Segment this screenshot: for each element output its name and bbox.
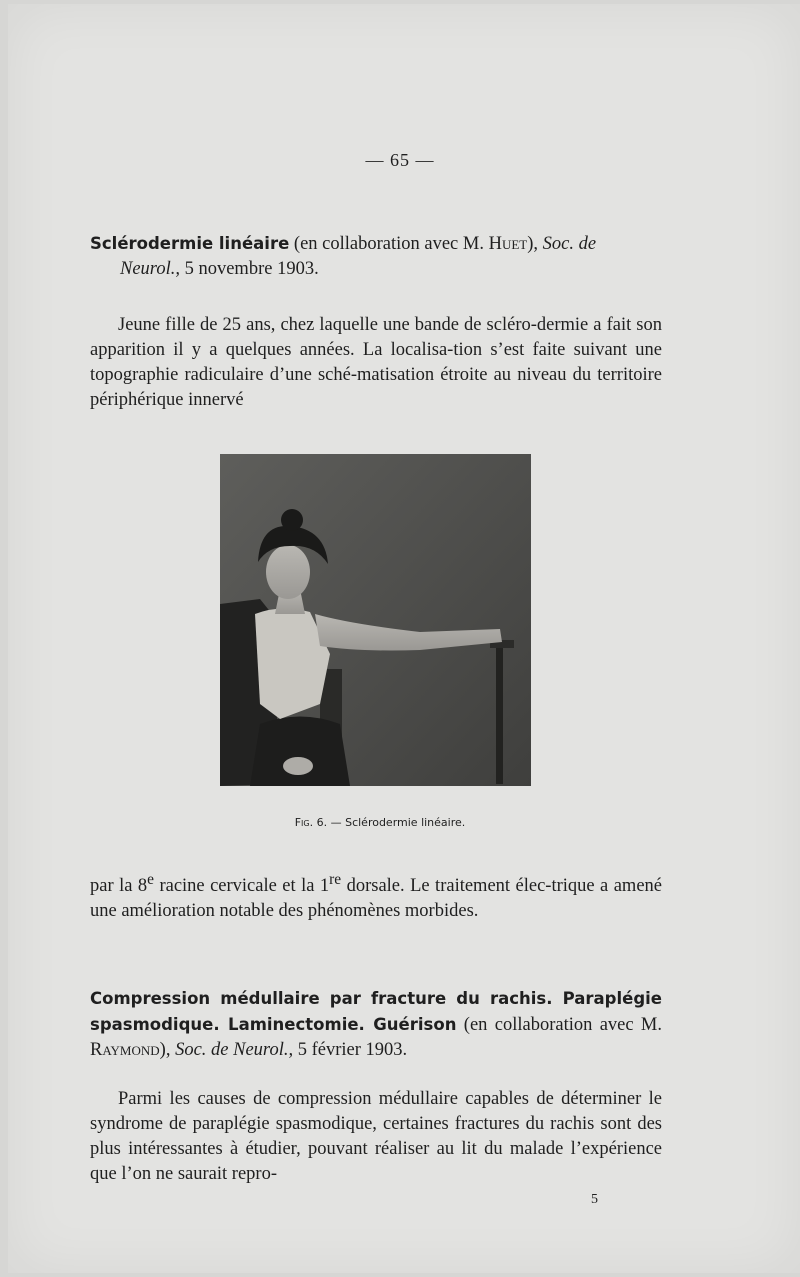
entry-date: 5 novembre 1903.: [179, 259, 319, 279]
entry2-journal: Soc. de Neurol.,: [175, 1040, 294, 1060]
para2-sup1: e: [147, 871, 154, 888]
para2-part3: dorsale. Le traitement élec-trique a amené une amélioration notable des phénomènes morbides.: [90, 876, 662, 922]
entry2-after-author: ),: [159, 1040, 176, 1060]
paragraph-3-text: Parmi les causes de compression médullaire capables de déterminer le syndrome de paraplégie spasmodique, certaines fractures du rachis sont des plus intéressantes à étudier, pouvant réaliser au lit du malade l’expérience que l’on ne saurait repro-: [90, 1089, 662, 1184]
paragraph-1-text: Jeune fille de 25 ans, chez laquelle une bande de scléro-dermie a fait son apparition il y a quelques années. La localisa-tion s’est faite suivant une topographie radiculaire d’une sché-matisation étroite au niveau du territoire périphérique innervé: [90, 315, 662, 410]
entry-title: Sclérodermie linéaire: [90, 234, 290, 253]
figure-caption-text: — Sclérodermie linéaire.: [327, 816, 466, 829]
signature-mark: 5: [591, 1192, 598, 1207]
entry2-collab: (en collaboration avec M.: [456, 1015, 663, 1035]
para2-part2: racine cervicale et la 1: [153, 876, 330, 897]
entry-heading-compression: [90, 986, 662, 1063]
entry2-author: Raymond: [90, 1040, 160, 1060]
page-number: — 65 —: [365, 150, 435, 170]
entry2-date: 5 février 1903.: [293, 1040, 408, 1060]
paragraph-3: [90, 1087, 662, 1187]
entry-collab: (en collaboration avec M.: [289, 234, 489, 254]
photograph-image: [220, 454, 531, 786]
paragraph-1: [90, 313, 662, 413]
para2-part1: par la 8: [90, 876, 148, 897]
entry-journal-cont: Neurol.,: [120, 259, 180, 279]
figure-caption: [0, 816, 760, 829]
entry-author: Huet: [488, 234, 528, 254]
figure-label: Fig. 6.: [294, 816, 328, 829]
entry-heading-sclerodermie: [90, 231, 662, 282]
photograph-figure: [220, 454, 531, 786]
entry-journal: Soc. de: [542, 234, 597, 254]
paragraph-2-text: [90, 867, 662, 924]
entry2-title: Compression médullaire par fracture du rachis. Paraplégie spasmodique. Laminectomie. Guérison: [90, 989, 662, 1034]
paragraph-2: [90, 867, 662, 924]
para2-sup2: re: [329, 871, 342, 888]
entry-after-author: ),: [527, 234, 543, 254]
